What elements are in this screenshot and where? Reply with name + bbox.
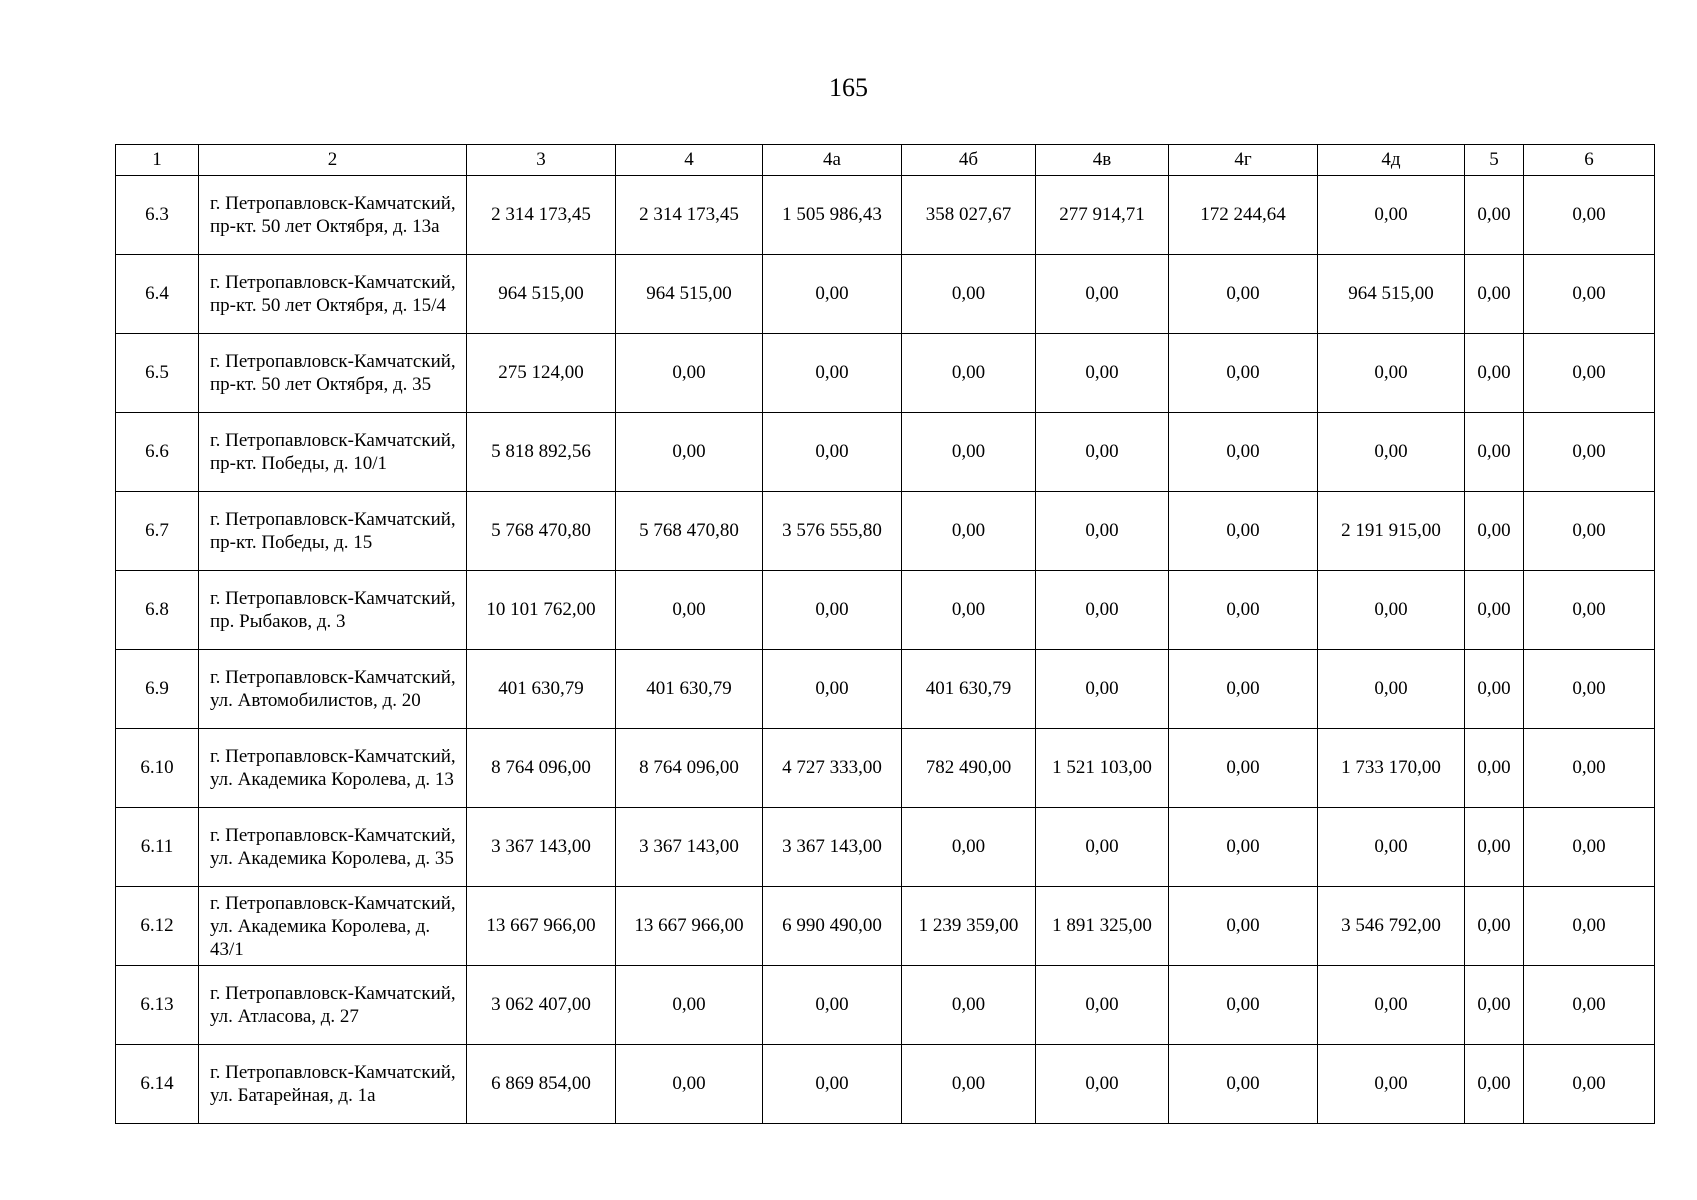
column-header: 4а xyxy=(763,145,902,176)
value-cell: 0,00 xyxy=(1169,887,1318,966)
value-cell: 0,00 xyxy=(616,413,763,492)
value-cell: 0,00 xyxy=(1318,1045,1465,1124)
value-cell: 0,00 xyxy=(616,966,763,1045)
value-cell: 0,00 xyxy=(763,571,902,650)
value-cell: 3 062 407,00 xyxy=(467,966,616,1045)
value-cell: 275 124,00 xyxy=(467,334,616,413)
row-number: 6.13 xyxy=(116,966,199,1045)
value-cell: 0,00 xyxy=(1318,650,1465,729)
value-cell: 172 244,64 xyxy=(1169,176,1318,255)
table-row xyxy=(116,808,1655,887)
value-cell: 5 768 470,80 xyxy=(616,492,763,571)
value-cell: 1 505 986,43 xyxy=(763,176,902,255)
value-cell: 0,00 xyxy=(1524,492,1655,571)
value-cell: 0,00 xyxy=(1036,571,1169,650)
value-cell: 0,00 xyxy=(616,571,763,650)
value-cell: 0,00 xyxy=(1036,413,1169,492)
value-cell: 0,00 xyxy=(1169,1045,1318,1124)
value-cell: 0,00 xyxy=(1465,492,1524,571)
value-cell: 1 891 325,00 xyxy=(1036,887,1169,966)
row-number: 6.8 xyxy=(116,571,199,650)
column-header: 2 xyxy=(199,145,467,176)
value-cell: 4 727 333,00 xyxy=(763,729,902,808)
value-cell: 0,00 xyxy=(763,334,902,413)
address-cell: г. Петропавловск-Камчатский, пр-кт. 50 лет Октября, д. 15/4 xyxy=(199,255,467,334)
value-cell: 0,00 xyxy=(1169,334,1318,413)
value-cell: 0,00 xyxy=(1036,1045,1169,1124)
column-header: 5 xyxy=(1465,145,1524,176)
value-cell: 964 515,00 xyxy=(1318,255,1465,334)
value-cell: 0,00 xyxy=(1524,334,1655,413)
value-cell: 1 239 359,00 xyxy=(902,887,1036,966)
value-cell: 0,00 xyxy=(902,1045,1036,1124)
row-number: 6.14 xyxy=(116,1045,199,1124)
value-cell: 0,00 xyxy=(902,571,1036,650)
value-cell: 0,00 xyxy=(1318,966,1465,1045)
row-number: 6.4 xyxy=(116,255,199,334)
table-row xyxy=(116,1045,1655,1124)
value-cell: 6 869 854,00 xyxy=(467,1045,616,1124)
value-cell: 0,00 xyxy=(1524,255,1655,334)
value-cell: 0,00 xyxy=(1524,1045,1655,1124)
value-cell: 10 101 762,00 xyxy=(467,571,616,650)
value-cell: 13 667 966,00 xyxy=(467,887,616,966)
value-cell: 0,00 xyxy=(902,255,1036,334)
value-cell: 0,00 xyxy=(1169,413,1318,492)
address-cell: г. Петропавловск-Камчатский, ул. Атласова, д. 27 xyxy=(199,966,467,1045)
value-cell: 3 546 792,00 xyxy=(1318,887,1465,966)
row-number: 6.10 xyxy=(116,729,199,808)
row-number: 6.9 xyxy=(116,650,199,729)
table-row xyxy=(116,255,1655,334)
value-cell: 0,00 xyxy=(1465,413,1524,492)
value-cell: 0,00 xyxy=(902,808,1036,887)
value-cell: 0,00 xyxy=(1036,334,1169,413)
address-cell: г. Петропавловск-Камчатский, ул. Батарейная, д. 1а xyxy=(199,1045,467,1124)
value-cell: 0,00 xyxy=(1318,176,1465,255)
value-cell: 0,00 xyxy=(1465,176,1524,255)
table-body xyxy=(116,176,1655,1124)
table-row xyxy=(116,413,1655,492)
value-cell: 0,00 xyxy=(902,492,1036,571)
value-cell: 0,00 xyxy=(616,1045,763,1124)
header-row xyxy=(116,145,1655,176)
row-number: 6.11 xyxy=(116,808,199,887)
row-number: 6.12 xyxy=(116,887,199,966)
value-cell: 0,00 xyxy=(1036,492,1169,571)
value-cell: 0,00 xyxy=(1465,729,1524,808)
value-cell: 0,00 xyxy=(1036,966,1169,1045)
value-cell: 0,00 xyxy=(1524,887,1655,966)
table-row xyxy=(116,887,1655,966)
value-cell: 0,00 xyxy=(1524,176,1655,255)
value-cell: 5 768 470,80 xyxy=(467,492,616,571)
value-cell: 0,00 xyxy=(1465,808,1524,887)
address-cell: г. Петропавловск-Камчатский, ул. Академика Королева, д. 35 xyxy=(199,808,467,887)
value-cell: 6 990 490,00 xyxy=(763,887,902,966)
value-cell: 0,00 xyxy=(1318,808,1465,887)
table-row xyxy=(116,729,1655,808)
row-number: 6.6 xyxy=(116,413,199,492)
value-cell: 401 630,79 xyxy=(467,650,616,729)
row-number: 6.7 xyxy=(116,492,199,571)
value-cell: 0,00 xyxy=(1465,1045,1524,1124)
value-cell: 0,00 xyxy=(902,966,1036,1045)
value-cell: 0,00 xyxy=(1036,808,1169,887)
value-cell: 0,00 xyxy=(1524,966,1655,1045)
value-cell: 0,00 xyxy=(763,966,902,1045)
value-cell: 0,00 xyxy=(1318,413,1465,492)
value-cell: 358 027,67 xyxy=(902,176,1036,255)
value-cell: 0,00 xyxy=(1169,492,1318,571)
value-cell: 0,00 xyxy=(1036,255,1169,334)
page-number: 165 xyxy=(829,73,868,102)
value-cell: 0,00 xyxy=(1524,413,1655,492)
value-cell: 0,00 xyxy=(1465,571,1524,650)
value-cell: 0,00 xyxy=(616,334,763,413)
value-cell: 964 515,00 xyxy=(616,255,763,334)
value-cell: 1 521 103,00 xyxy=(1036,729,1169,808)
value-cell: 0,00 xyxy=(1465,255,1524,334)
column-header: 6 xyxy=(1524,145,1655,176)
value-cell: 964 515,00 xyxy=(467,255,616,334)
value-cell: 0,00 xyxy=(1318,571,1465,650)
value-cell: 0,00 xyxy=(1465,650,1524,729)
value-cell: 0,00 xyxy=(1524,808,1655,887)
table-row xyxy=(116,334,1655,413)
address-cell: г. Петропавловск-Камчатский, ул. Академика Королева, д. 13 xyxy=(199,729,467,808)
row-number: 6.5 xyxy=(116,334,199,413)
value-cell: 0,00 xyxy=(902,334,1036,413)
value-cell: 0,00 xyxy=(1524,650,1655,729)
address-cell: г. Петропавловск-Камчатский, пр-кт. 50 лет Октября, д. 35 xyxy=(199,334,467,413)
address-cell: г. Петропавловск-Камчатский, пр-кт. Победы, д. 15 xyxy=(199,492,467,571)
value-cell: 401 630,79 xyxy=(902,650,1036,729)
value-cell: 3 576 555,80 xyxy=(763,492,902,571)
address-cell: г. Петропавловск-Камчатский, пр. Рыбаков, д. 3 xyxy=(199,571,467,650)
address-cell: г. Петропавловск-Камчатский, ул. Академика Королева, д. 43/1 xyxy=(199,887,467,966)
value-cell: 0,00 xyxy=(763,650,902,729)
address-cell: г. Петропавловск-Камчатский, пр-кт. Победы, д. 10/1 xyxy=(199,413,467,492)
value-cell: 277 914,71 xyxy=(1036,176,1169,255)
table-row xyxy=(116,571,1655,650)
table-row xyxy=(116,176,1655,255)
value-cell: 0,00 xyxy=(1465,334,1524,413)
value-cell: 5 818 892,56 xyxy=(467,413,616,492)
column-header: 4г xyxy=(1169,145,1318,176)
value-cell: 0,00 xyxy=(1465,887,1524,966)
value-cell: 0,00 xyxy=(1169,729,1318,808)
value-cell: 2 314 173,45 xyxy=(467,176,616,255)
row-number: 6.3 xyxy=(116,176,199,255)
value-cell: 0,00 xyxy=(1524,571,1655,650)
value-cell: 3 367 143,00 xyxy=(763,808,902,887)
column-header: 3 xyxy=(467,145,616,176)
column-header: 1 xyxy=(116,145,199,176)
column-header: 4 xyxy=(616,145,763,176)
table-row xyxy=(116,492,1655,571)
value-cell: 0,00 xyxy=(763,413,902,492)
value-cell: 0,00 xyxy=(1169,650,1318,729)
value-cell: 0,00 xyxy=(1318,334,1465,413)
value-cell: 0,00 xyxy=(1465,966,1524,1045)
value-cell: 401 630,79 xyxy=(616,650,763,729)
value-cell: 0,00 xyxy=(1036,650,1169,729)
value-cell: 3 367 143,00 xyxy=(467,808,616,887)
address-cell: г. Петропавловск-Камчатский, пр-кт. 50 лет Октября, д. 13а xyxy=(199,176,467,255)
value-cell: 0,00 xyxy=(1524,729,1655,808)
column-header: 4б xyxy=(902,145,1036,176)
data-table xyxy=(115,144,1655,1124)
value-cell: 8 764 096,00 xyxy=(467,729,616,808)
value-cell: 0,00 xyxy=(763,1045,902,1124)
value-cell: 0,00 xyxy=(1169,808,1318,887)
column-header: 4в xyxy=(1036,145,1169,176)
value-cell: 3 367 143,00 xyxy=(616,808,763,887)
value-cell: 782 490,00 xyxy=(902,729,1036,808)
value-cell: 8 764 096,00 xyxy=(616,729,763,808)
address-cell: г. Петропавловск-Камчатский, ул. Автомобилистов, д. 20 xyxy=(199,650,467,729)
value-cell: 2 191 915,00 xyxy=(1318,492,1465,571)
column-header: 4д xyxy=(1318,145,1465,176)
value-cell: 13 667 966,00 xyxy=(616,887,763,966)
table-row xyxy=(116,966,1655,1045)
value-cell: 0,00 xyxy=(1169,571,1318,650)
value-cell: 1 733 170,00 xyxy=(1318,729,1465,808)
value-cell: 0,00 xyxy=(902,413,1036,492)
table-row xyxy=(116,650,1655,729)
value-cell: 0,00 xyxy=(763,255,902,334)
value-cell: 0,00 xyxy=(1169,966,1318,1045)
value-cell: 0,00 xyxy=(1169,255,1318,334)
value-cell: 2 314 173,45 xyxy=(616,176,763,255)
